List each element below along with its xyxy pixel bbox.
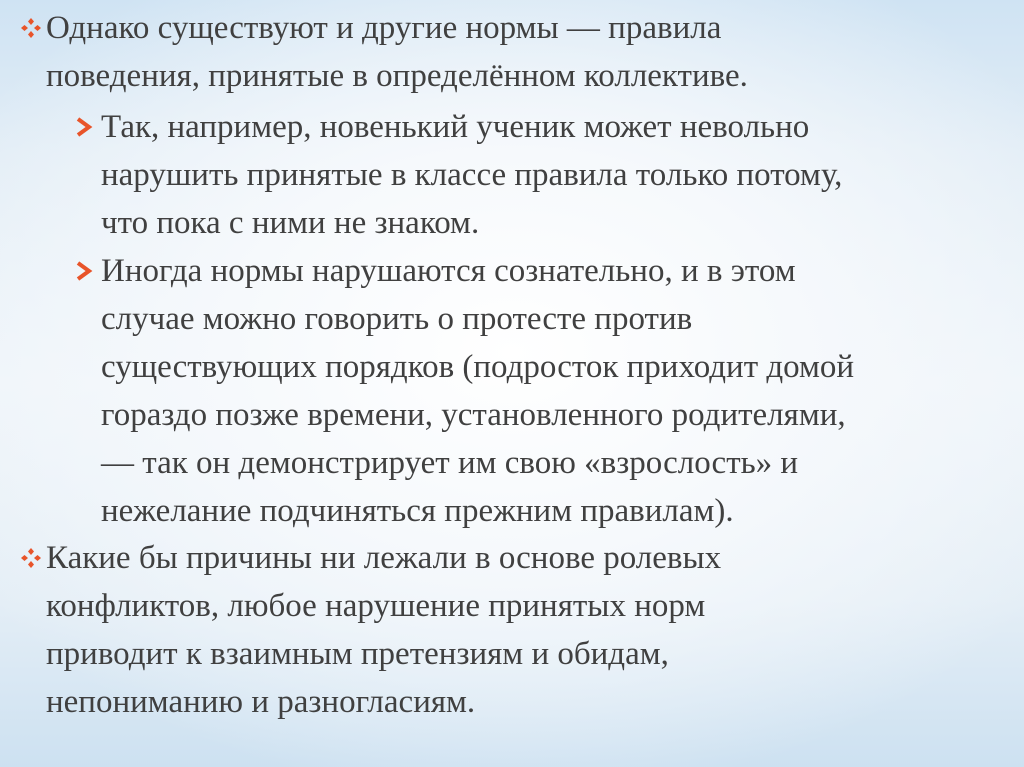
bullet-line: что пока с ними не знаком. — [101, 205, 480, 241]
bullet-item — [46, 534, 1016, 726]
arrow-bullet-icon — [74, 103, 98, 151]
bullet-line: нежелание подчиняться прежним правилам). — [101, 493, 734, 529]
sub-bullet-item — [101, 103, 1016, 247]
bullet-line: непониманию и разногласиям. — [46, 684, 476, 720]
bullet-line: поведения, принятые в определённом коллективе. — [46, 58, 748, 94]
bullet-line: Однако существуют и другие нормы — правила — [46, 10, 722, 46]
bullet-line: гораздо позже времени, установленного родителями, — [101, 397, 846, 433]
sub-bullet-item — [101, 247, 1016, 535]
bullet-line: конфликтов, любое нарушение принятых норм — [46, 588, 706, 624]
bullet-item — [46, 4, 1016, 100]
diamond-bullet-icon — [20, 534, 44, 582]
bullet-line: существующих порядков (подросток приходит домой — [101, 349, 855, 385]
bullet-line: Какие бы причины ни лежали в основе ролевых — [46, 540, 722, 576]
bullet-line: приводит к взаимным претензиям и обидам, — [46, 636, 669, 672]
bullet-line: Так, например, новенький ученик может невольно — [101, 109, 810, 145]
bullet-line: Иногда нормы нарушаются сознательно, и в этом — [101, 253, 796, 289]
bullet-line: — так он демонстрирует им свою «взрослость» и — [101, 445, 799, 481]
arrow-bullet-icon — [74, 247, 98, 295]
diamond-bullet-icon — [20, 4, 44, 52]
bullet-line: случае можно говорить о протесте против — [101, 301, 693, 337]
bullet-line: нарушить принятые в классе правила только потому, — [101, 157, 843, 193]
